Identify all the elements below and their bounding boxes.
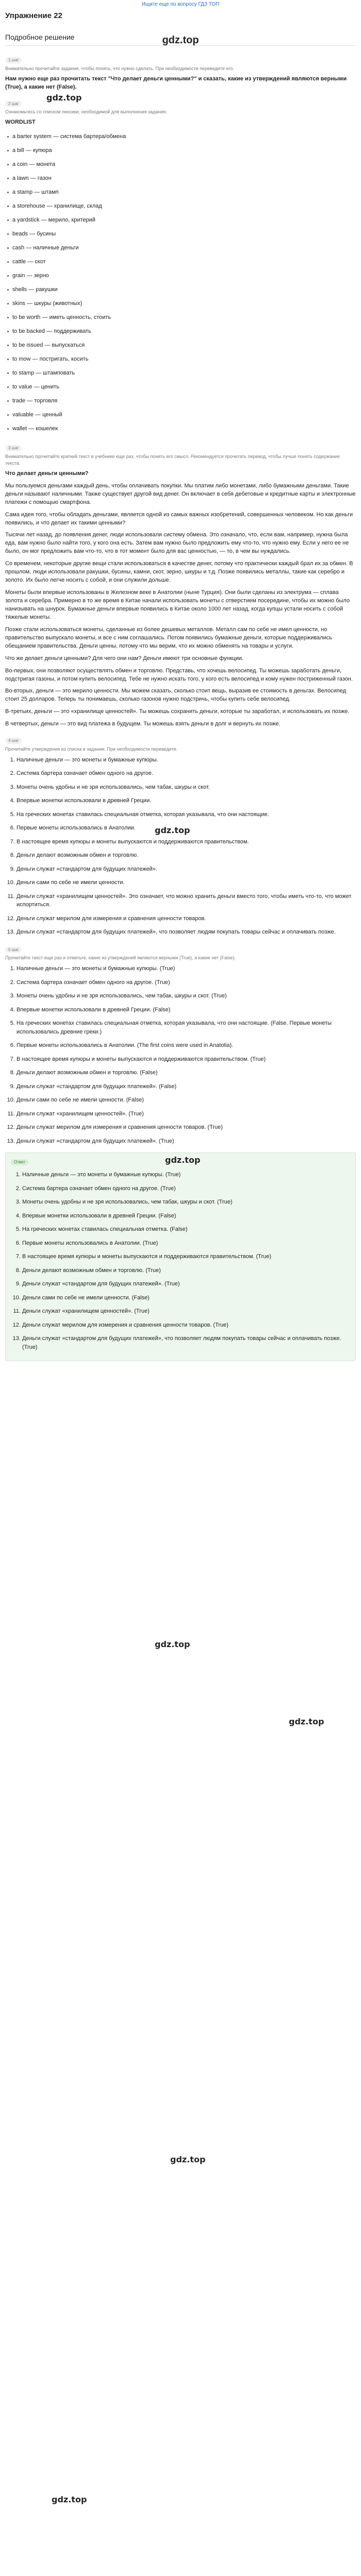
wordlist-item: skins — шкуры (животных) bbox=[5, 297, 356, 311]
watermark: gdz.top bbox=[289, 1717, 324, 1726]
task-text: Нам нужно еще раз прочитать текст "Что делает деньги ценными?" и сказать, какие из утверждений являются верными (True), а какие нет (False). bbox=[5, 75, 347, 90]
statement-marked-item: 9. Деньги служат «стандартом для будущих платежей». (False) bbox=[17, 1082, 356, 1091]
step-note: Прочитайте утверждения из списка в задании. При необходимости переведите. bbox=[5, 746, 178, 752]
statement-item: 7. В настоящее время купюры и монеты выпускаются и поддерживаются правительством. bbox=[17, 838, 356, 846]
answer-list bbox=[11, 1171, 350, 1351]
step-3 bbox=[5, 440, 356, 728]
answer-item: 7. В настоящее время купюры и монеты выпускаются и поддерживаются правительством. (True) bbox=[22, 1252, 350, 1261]
step-note: Ознакомьтесь со списком лексики, необходимой для выполнения задания. bbox=[5, 109, 167, 115]
watermark: gdz.top bbox=[155, 825, 190, 835]
statement-item: 13. Деньги служат «стандартом для будущих платежей», что позволяет людям покупать товары сейчас и оплачивать позже. bbox=[17, 928, 356, 937]
answer-item: 13. Деньги служат «стандартом для будущих платежей», что позволяет людям покупать товары сейчас и оплачивать позже. (True) bbox=[22, 1334, 350, 1351]
answer-item: 3. Монеты очень удобны и не зря использовались, чем табак, шкуры и скот. (True) bbox=[22, 1198, 350, 1207]
answer-item: 9. Деньги служат «стандартом для будущих платежей». (True) bbox=[22, 1280, 350, 1289]
watermark: gdz.top bbox=[170, 2155, 206, 2164]
wordlist-item: a lawn — газон bbox=[5, 172, 356, 185]
wordlist-item: to stamp — штамповать bbox=[5, 366, 356, 380]
statement-marked-item: 6. Первые монеты использовались в Анатолии. (The first coins were used in Anatolia). bbox=[17, 1041, 356, 1050]
statement-marked-item: 2. Система бартера означает обмен одного на другое. (True) bbox=[17, 978, 356, 987]
wordlist-item: cattle — скот bbox=[5, 255, 356, 269]
statement-marked-item: 12. Деньги служат мерилом для измерения и сравнения ценности товаров. (True) bbox=[17, 1123, 356, 1132]
exercise-title: Упражнение 22 bbox=[5, 11, 62, 20]
statement-marked-item: 7. В настоящее время купюры и монеты выпускаются и поддерживаются правительством. (True) bbox=[17, 1055, 356, 1064]
text-paragraph: В четвертых, деньги — это вид платежа в будущем. Ты можешь взять деньги в долг и вернуть их позже. bbox=[5, 721, 281, 727]
text-paragraph: Сама идея того, чтобы обладать деньгами, является одной из самых важных изобретений, совершенных человеком. Но как деньги появились, и что делает их такими ценными? bbox=[5, 511, 353, 526]
wordlist-item: to value — ценить bbox=[5, 380, 356, 394]
statements-marked-list bbox=[5, 964, 356, 1145]
step-2 bbox=[5, 96, 356, 436]
statement-item: 5. На греческих монетах ставилась специальная отметка, которая указывала, что они настоящие. bbox=[17, 810, 356, 819]
answer-item: 5. На греческих монетах ставилась специальная отметка. (False) bbox=[22, 1225, 350, 1234]
watermark: gdz.top bbox=[52, 2495, 87, 2504]
wordlist-item: beads — бусины bbox=[5, 227, 356, 241]
answer-item: 10. Деньги сами по себе не имели ценности. (False) bbox=[22, 1294, 350, 1302]
wordlist-item: trade — торговля bbox=[5, 394, 356, 408]
answer-item: 2. Система бартера означает обмен одного на другое. (True) bbox=[22, 1184, 350, 1193]
answer-item: 1. Наличные деньги — это монеты и бумажные купюры. (True) bbox=[22, 1171, 350, 1179]
answer-item: 12. Деньги служат мерилом для измерения и сравнения ценности товаров. (True) bbox=[22, 1321, 350, 1330]
wordlist-item: a barter system — система бартера/обмена bbox=[5, 130, 356, 144]
statements-list bbox=[5, 756, 356, 937]
step-1 bbox=[5, 52, 356, 92]
wordlist-item: valuable — ценный bbox=[5, 408, 356, 422]
top-search-link[interactable]: Ищите еще по вопросу ГДЗ ТОП bbox=[141, 2, 220, 7]
statement-item: 11. Деньги служат «хранилищем ценностей». Это означает, что можно хранить деньги вместо того, чтобы иметь что-то, что может испортиться. bbox=[17, 892, 356, 909]
wordlist bbox=[5, 130, 356, 436]
watermark: gdz.top bbox=[165, 1155, 201, 1165]
statement-marked-item: 5. На греческих монетах ставилась специальная отметка, которая указывала, что они настоящие. (False. Первые монеты использовались древние греки.) bbox=[17, 1019, 356, 1036]
wordlist-item: to be worth — иметь ценность, стоить bbox=[5, 311, 356, 325]
text-paragraph: Во-вторых, деньги — это мерило ценности. Мы можем сказать, сколько стоит вещь, выразив ее стоимость в деньгах. Велосипед стоит 25 долларов. Теперь ты понимаешь, сколько газонов нужно подстричь, чтобы купить себе велосипед. bbox=[5, 688, 346, 703]
wordlist-item: to be issued — выпускаться bbox=[5, 338, 356, 352]
wordlist-item: grain — зерно bbox=[5, 269, 356, 283]
step-note: Внимательно прочитайте задание, чтобы понять, что нужно сделать. При необходимости переведите его. bbox=[5, 65, 234, 71]
step-5 bbox=[5, 942, 356, 1146]
answer-item: 4. Впервые монетки использовали в древней Греции. (False) bbox=[22, 1212, 350, 1221]
statement-item: 9. Деньги служат «стандартом для будущих платежей». bbox=[17, 865, 356, 874]
wordlist-item: cash — наличные деньги bbox=[5, 241, 356, 255]
step-tag: 2 шаг bbox=[5, 101, 22, 107]
answer-box bbox=[5, 1153, 356, 1361]
wordlist-item: shells — ракушки bbox=[5, 283, 356, 297]
text-paragraph: Позже стали использоваться монеты, сделанные из более дешевых металлов. Металл сам по себе не имел ценности, но правительство выпускало монеты, и все с ним соглашались. Потом появились бумажные деньги, которые поддерживались обещанием правительства. Деньги ценны, потому что мы верим, что их можно обменять на товары и услуги. bbox=[5, 626, 332, 649]
wordlist-title: WORDLIST bbox=[5, 119, 36, 126]
statement-item: 10. Деньги сами по себе не имели ценности. bbox=[17, 878, 356, 887]
text-paragraph: В-третьих, деньги — это «хранилище ценностей». Ты можешь сохранить деньги, которые ты заработал, и использовать их позже. bbox=[5, 708, 350, 715]
statement-marked-item: 3. Монеты очень удобны и не зря использовались, чем табак, шкуры и скот. (True) bbox=[17, 992, 356, 1001]
answer-item: 6. Первые монеты использовались в Анатолии. (True) bbox=[22, 1239, 350, 1248]
detail-heading: Подробное решение bbox=[5, 32, 356, 46]
statement-item: 3. Монеты очень удобны и не зря использовались, чем табак, шкуры и скот. bbox=[17, 783, 356, 792]
text-paragraph: Мы пользуемся деньгами каждый день, чтобы оплачивать покупки. Мы платим либо монетами, либо бумажными деньгами. Такие деньги называют наличными. Также существует другой вид денег. Он включает в себя дебетовые и кредитные карты и электронные платежи с помощью смартфона. bbox=[5, 482, 356, 505]
statement-item: 6. Первые монеты использовались в Анатолии. bbox=[17, 824, 356, 833]
text-paragraph: Монеты были впервые использованы в Железном веке в Анатолии (ныне Турция). Они были сделаны из электрума — сплава золота и серебра. Примерно в то же время в Китае начали использовать монеты с отверстием посередине, чтобы их можно было нанизывать на шнурок. Бумажные деньги впервые появились в Китае около 1000 лет назад, когда купцы устали носить с собой тяжелые монеты. bbox=[5, 589, 350, 620]
answer-item: 11. Деньги служат «хранилищем ценностей». (True) bbox=[22, 1307, 350, 1316]
wordlist-item: a stamp — штамп bbox=[5, 185, 356, 199]
wordlist-item: wallet — кошелек bbox=[5, 422, 356, 436]
step-tag: 1 шаг bbox=[5, 57, 22, 63]
text-body bbox=[5, 482, 356, 728]
statement-marked-item: 11. Деньги служат «хранилищем ценностей». (True) bbox=[17, 1110, 356, 1118]
wordlist-item: to be backed — поддерживать bbox=[5, 325, 356, 338]
statement-marked-item: 4. Впервые монетки использовали в древней Греции. (False) bbox=[17, 1006, 356, 1014]
watermark-header: gdz.top bbox=[162, 35, 199, 46]
text-paragraph: Что же делает деньги ценными? Для чего они нам? Деньги имеют три основные функции. bbox=[5, 655, 243, 662]
step-tag: 4 шаг bbox=[5, 738, 22, 744]
step-note: Внимательно прочитайте краткий текст в учебнике еще раз, чтобы понять его смысл. Рекомендуется прочитать перевод, чтобы лучше понять содержание текста. bbox=[5, 453, 340, 466]
statement-item: 4. Впервые монетки использовали в древней Греции. bbox=[17, 796, 356, 805]
statement-item: 12. Деньги служат мерилом для измерения и сравнения ценности товаров. bbox=[17, 914, 356, 923]
statement-item: 1. Наличные деньги — это монеты и бумажные купюры. bbox=[17, 756, 356, 765]
text-paragraph: Со временем, некоторые другие вещи стали использоваться в качестве денег, потому что практически каждый брал их за обмен. В прошлом, люди использовали ракушки, бусины, камни, скот, зерно, шкуры и т.д. Позже появились металлы, такие как серебро и золото. Их было легче носить с собой, и они служили дольше. bbox=[5, 561, 353, 584]
wordlist-item: to mow — постригать, косить bbox=[5, 352, 356, 366]
watermark: gdz.top bbox=[46, 93, 82, 103]
wordlist-item: a coin — монета bbox=[5, 158, 356, 172]
statement-item: 8. Деньги делают возможным обмен и торговлю. bbox=[17, 851, 356, 860]
step-note: Прочитайте текст еще раз и отметьте, какие из утверждений являются верными (True), а какие нет (False). bbox=[5, 955, 236, 961]
statement-marked-item: 1. Наличные деньги — это монеты и бумажные купюры. (True) bbox=[17, 964, 356, 973]
text-paragraph: Во-первых, они позволяют осуществлять обмен и торговлю. Представь, что хочешь велосипед. Ты можешь заработать деньги, подстригая газоны, и потом купить велосипед. Тебе не нужно искать того, у кого есть велосипед и кому нужен постриженный газон. bbox=[5, 667, 353, 682]
answer-tag: Ответ bbox=[11, 1159, 28, 1165]
statement-marked-item: 13. Деньги служат «стандартом для будущих платежей». (True) bbox=[17, 1137, 356, 1146]
answer-item: 8. Деньги делают возможным обмен и торговлю. (True) bbox=[22, 1266, 350, 1275]
statement-item: 2. Система бартера означает обмен одного на другое. bbox=[17, 769, 356, 778]
statement-marked-item: 10. Деньги сами по себе не имели ценности. (False) bbox=[17, 1096, 356, 1105]
text-heading: Что делает деньги ценными? bbox=[5, 470, 89, 477]
wordlist-item: a yardstick — мерило, критерий bbox=[5, 213, 356, 227]
wordlist-item: a storehouse — хранилище, склад bbox=[5, 199, 356, 213]
step-tag: 5 шаг bbox=[5, 947, 22, 953]
wordlist-item: a bill — купюра bbox=[5, 144, 356, 158]
watermark: gdz.top bbox=[155, 1639, 190, 1649]
text-paragraph: Тысячи лет назад, до появления денег, люди использовали систему обмена. Это означало, что, если вам, например, нужна была еда, вам нужно было найти того, у кого она есть. Затем вам нужно было предложить ему что-то, что нужно ему. Если у него ее не было, он мог предложить вам что-то, что в тот момент было для вас ценностью, — то, в чем вы нуждались. bbox=[5, 532, 349, 555]
statement-marked-item: 8. Деньги делают возможным обмен и торговлю. (False) bbox=[17, 1069, 356, 1077]
step-tag: 3 шаг bbox=[5, 445, 22, 451]
